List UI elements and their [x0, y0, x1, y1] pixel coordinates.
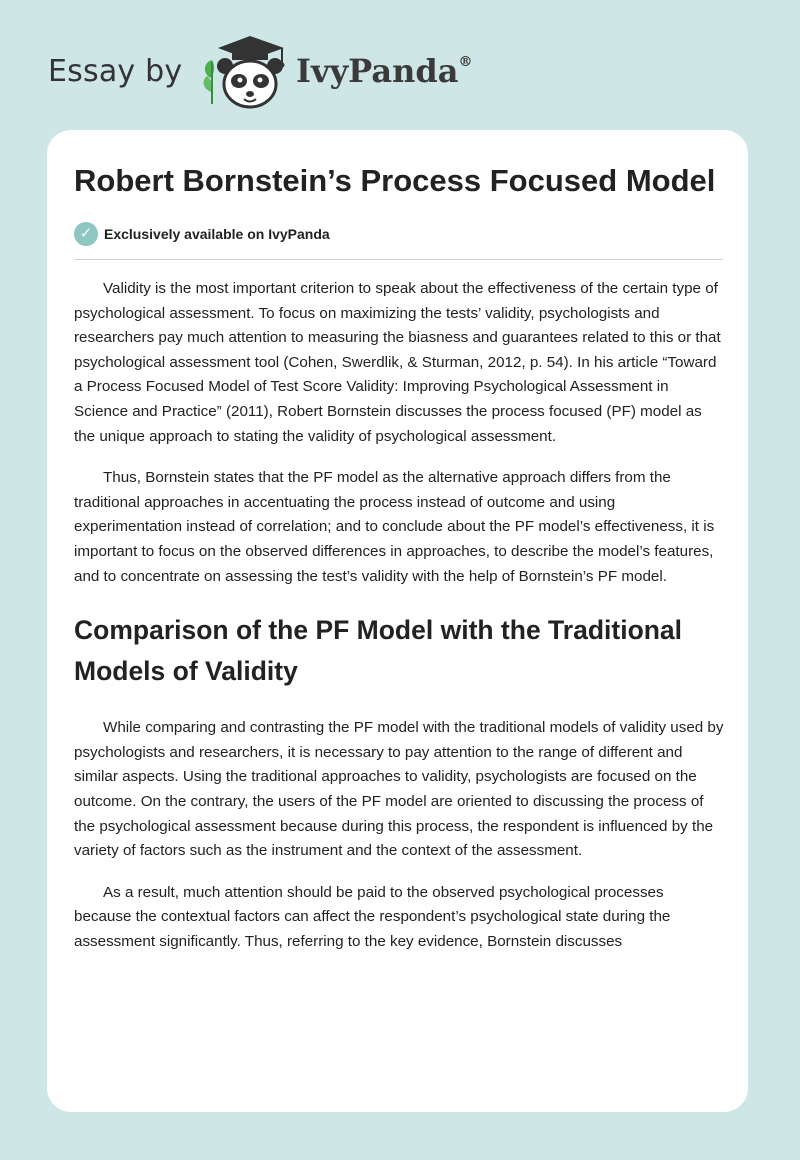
essay-by-label: Essay by: [48, 54, 183, 89]
paragraph: Validity is the most important criterion to speak about the effectiveness of the certain type of psychological assessment. To focus on maximizing the tests’ validity, psychologists and researchers pay much attention to measuring the biasness and guarantees related to this or that psychological assessment tool (Cohen, Swerdlik, & Sturman, 2012, p. 54). In his article “Toward a Process Focused Model of Test Score Validity: Improving Psychological Assessment in Science and Practice” (2011), Robert Bornstein discusses the process focused (PF) model as the unique approach to stating the validity of psychological assessment.: [74, 280, 721, 445]
page-title: Robert Bornstein’s Process Focused Model: [74, 163, 716, 198]
essay-content: [74, 160, 724, 954]
exclusive-badge-text: Exclusively available on IvyPanda: [104, 226, 330, 242]
paragraph: Thus, Bornstein states that the PF model as the alternative approach differs from the traditional approaches in accentuating the process instead of outcome and using experimentation instead of correlation; and to conclude about the PF model’s effectiveness, it is important to focus on the observed differences in approaches, to describe the model’s features, and to concentrate on assessing the test’s validity with the help of Bornstein’s PF model.: [74, 469, 715, 585]
brand-name[interactable]: [296, 52, 472, 90]
registered-mark: ®: [458, 54, 473, 71]
paragraph: While comparing and contrasting the PF model with the traditional models of validity used by psychologists and researchers, it is necessary to pay attention to the range of different and similar aspects. Using the traditional approaches to validity, psychologists are focused on the outcome. On the contrary, the users of the PF model are oriented to discussing the process of the psychological assessment because during this process, the respondent is influenced by the variety of factors such as the instrument and the context of the assessment.: [74, 719, 724, 860]
essay-card: [47, 130, 748, 1112]
panda-logo-icon[interactable]: [198, 34, 290, 110]
exclusive-badge: [74, 221, 724, 247]
brand-text: IvyPanda: [296, 52, 459, 90]
section-heading: Comparison of the PF Model with the Traditional Models of Validity: [74, 615, 683, 687]
site-header: [48, 34, 648, 114]
paragraph: As a result, much attention should be paid to the observed psychological processes because the contextual factors can affect the respondent’s psychological state during the assessment significantly. Thus, referring to the key evidence, Bornstein discusses: [74, 883, 671, 950]
divider: [74, 259, 723, 260]
check-circle-icon: ✓: [74, 222, 98, 246]
